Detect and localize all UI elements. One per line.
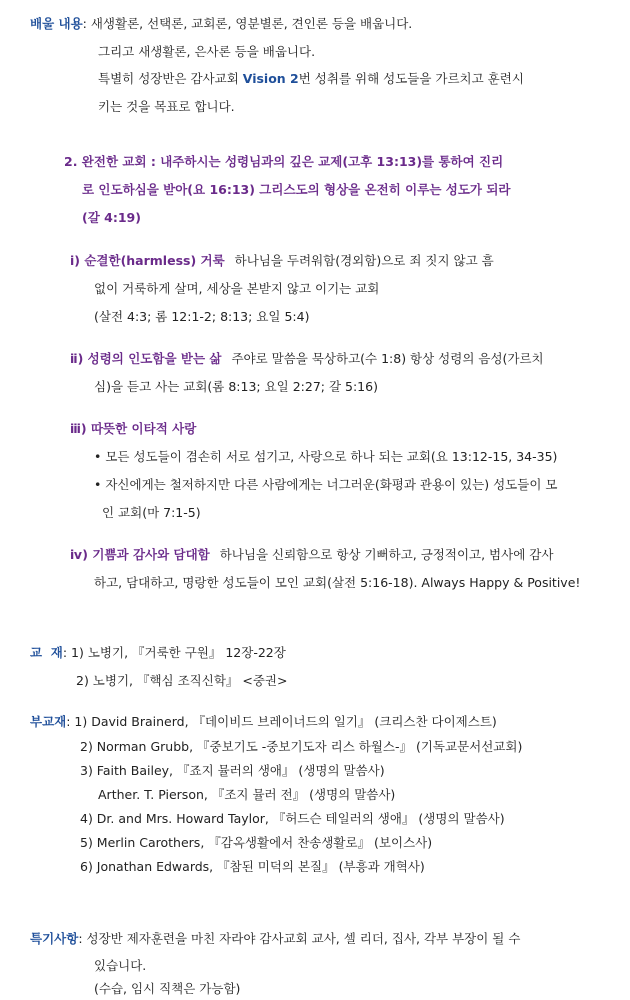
learn-text-3a: 특별히 성장반은 감사교회 [98, 71, 243, 86]
learn-line-2: 그리고 새생활론, 은사론 등을 배웁니다. [98, 44, 316, 59]
item2-text-1: 주야로 말씀을 묵상하고(수 1:8) 항상 성령의 음성(가르치 [231, 351, 544, 366]
section2-line-2: 로 인도하심을 받아(요 16:13) 그리스도의 형상을 온전히 이루는 성도가 되라 [82, 182, 511, 197]
special-line-2: 있습니다. [94, 958, 147, 973]
learn-line-1 [30, 16, 412, 32]
item1-line-2: 없이 거룩하게 살며, 세상을 본받지 않고 이기는 교회 [94, 281, 380, 296]
learn-label: 배울 내용 [30, 16, 83, 31]
learn-line-4: 키는 것을 목표로 합니다. [98, 99, 235, 114]
subtext-line-5: 4) Dr. and Mrs. Howard Taylor, 『허드슨 테일러의 생애』 (생명의 말씀사) [80, 811, 505, 826]
item4-line-1 [70, 547, 553, 563]
item1-title: ⅰ) 순결한(harmless) 거룩 [70, 253, 225, 268]
item2-line-1 [70, 351, 544, 367]
special-line-3: (수습, 임시 직책은 가능함) [94, 981, 241, 996]
learn-text-3c: 번 성취를 위해 성도들을 가르치고 훈련시 [298, 71, 524, 86]
subtext-label: 부교재 [30, 714, 67, 729]
subtext-line-3: 3) Faith Bailey, 『죠지 뮬러의 생애』 (생명의 말씀사) [80, 763, 385, 778]
subtext-line-2: 2) Norman Grubb, 『중보기도 -중보기도자 리스 하월스-』 (기독교문서선교회) [80, 739, 523, 754]
textbook-line-1 [30, 645, 286, 661]
item3-bullet-2b: 인 교회(마 7:1-5) [102, 505, 201, 520]
item3-bullet-2a: • 자신에게는 철저하지만 다른 사람에게는 너그러운(화평과 관용이 있는) 성도들이 모 [94, 477, 558, 492]
section2-line-1: 2. 완전한 교회 : 내주하시는 성령님과의 깊은 교제(고후 13:13)를 통하여 진리 [64, 154, 504, 169]
item4-text-1: 하나님을 신뢰함으로 항상 기뻐하고, 긍정적이고, 범사에 감사 [219, 547, 554, 562]
item4-title: ⅳ) 기쁨과 감사와 담대함 [70, 547, 210, 562]
item1-line-3: (살전 4:3; 롬 12:1-2; 8:13; 요일 5:4) [94, 309, 310, 324]
textbook-label: 교 재 [30, 645, 63, 660]
item3-title: ⅲ) 따뜻한 이타적 사랑 [70, 421, 197, 436]
subtext-text-1: : 1) David Brainerd, 『데이비드 브레이너드의 일기』 (크리스찬 다이제스트) [66, 714, 497, 729]
subtext-line-7: 6) Jonathan Edwards, 『참된 미덕의 본질』 (부흥과 개혁사) [80, 859, 425, 874]
textbook-line-2: 2) 노병기, 『핵심 조직신학』 <중권> [76, 673, 288, 688]
item4-line-2: 하고, 담대하고, 명랑한 성도들이 모인 교회(살전 5:16-18). Always Happy & Positive! [94, 575, 581, 590]
item2-line-2: 심)을 듣고 사는 교회(롬 8:13; 요일 2:27; 갈 5:16) [94, 379, 378, 394]
subtext-line-6: 5) Merlin Carothers, 『감옥생활에서 찬송생활로』 (보이스사) [80, 835, 433, 850]
special-line-1 [30, 931, 520, 947]
learn-text-1: : 새생활론, 선택론, 교회론, 영분별론, 견인론 등을 배웁니다. [82, 16, 413, 31]
vision-2: Vision 2 [242, 71, 299, 86]
special-text-1: : 성장반 제자훈련을 마친 자라야 감사교회 교사, 셀 리더, 집사, 각부 부장이 될 수 [78, 931, 521, 946]
textbook-text-1: : 1) 노병기, 『거룩한 구원』 12장-22장 [62, 645, 286, 660]
item1-line-1 [70, 253, 494, 269]
section2-line-3: (갈 4:19) [82, 210, 141, 225]
subtext-line-1 [30, 714, 497, 730]
item3-bullet-1: • 모든 성도들이 겸손히 서로 섬기고, 사랑으로 하나 되는 교회(요 13:12-15, 34-35) [94, 449, 558, 464]
special-label: 특기사항 [30, 931, 79, 946]
subtext-line-4: Arther. T. Pierson, 『조지 뮬러 전』 (생명의 말씀사) [98, 787, 396, 802]
item2-title: ⅱ) 성령의 인도함을 받는 삶 [70, 351, 222, 366]
item1-text-1: 하나님을 두려워함(경외함)으로 죄 짓지 않고 흠 [234, 253, 494, 268]
learn-line-3 [98, 71, 524, 87]
